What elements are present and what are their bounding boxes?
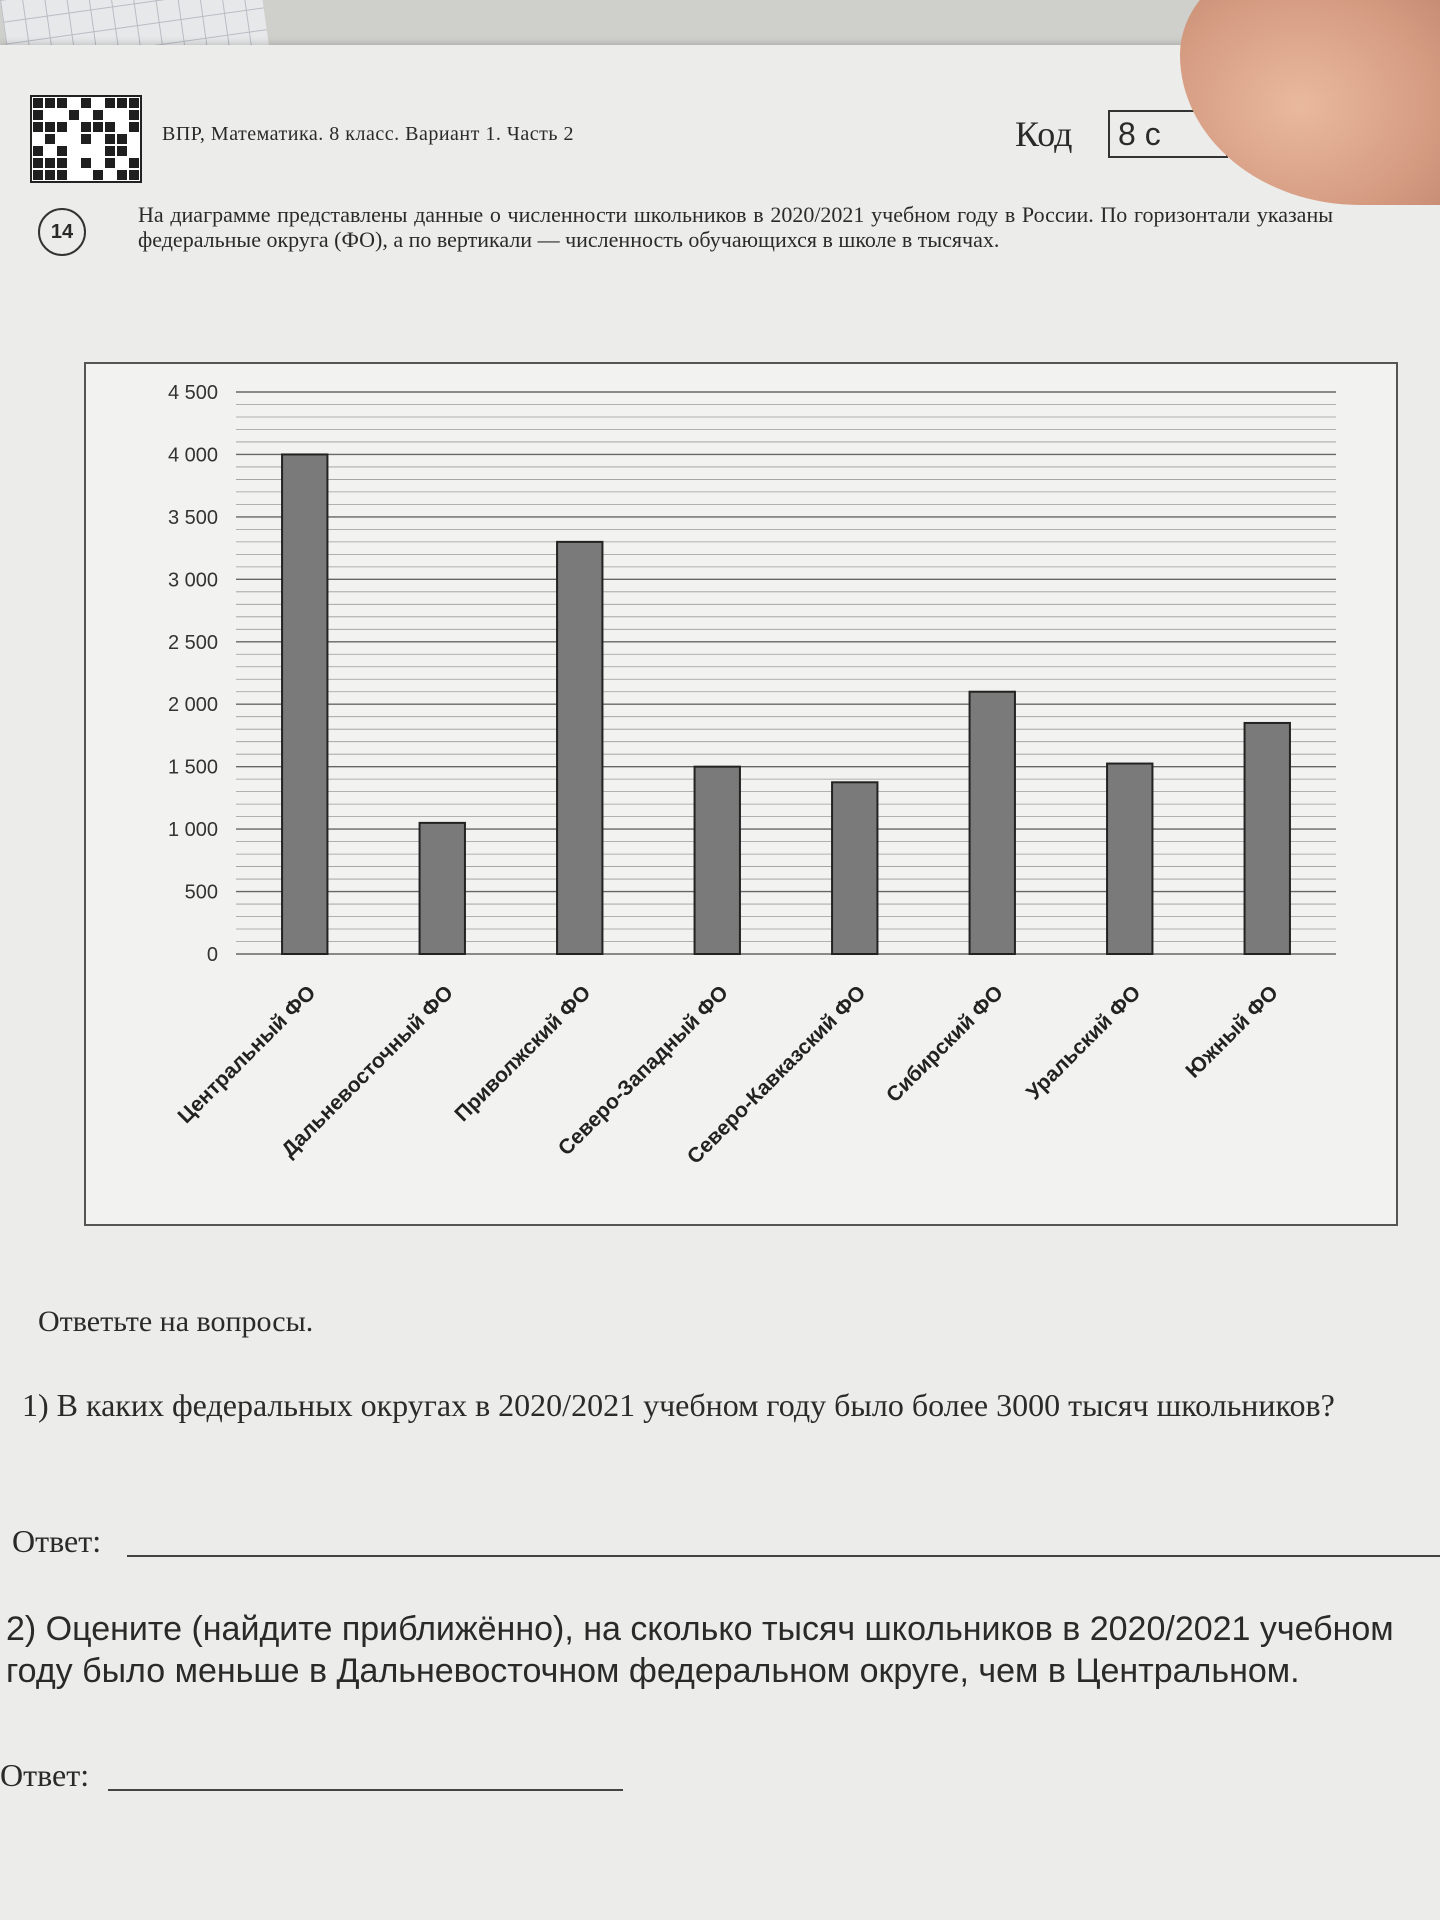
bar <box>1107 764 1152 954</box>
bar <box>282 454 327 954</box>
qr-module <box>129 134 139 144</box>
y-tick-label: 3 000 <box>167 569 218 592</box>
qr-module <box>33 110 43 120</box>
qr-module <box>93 122 103 132</box>
qr-module <box>69 158 79 168</box>
qr-module <box>81 134 91 144</box>
task-description: На диаграмме представлены данные о численности школьников в 2020/2021 учебном году в России. По горизонтали указаны федеральные округа (ФО), а по вертикали — численность обучающихся в школе в тысячах. <box>138 202 1333 252</box>
qr-module <box>33 146 43 156</box>
qr-module <box>105 110 115 120</box>
y-tick-label: 2 000 <box>167 694 218 717</box>
answer-2-field[interactable] <box>108 1789 623 1791</box>
qr-module <box>45 146 55 156</box>
qr-module <box>45 134 55 144</box>
qr-module <box>129 146 139 156</box>
qr-module <box>45 110 55 120</box>
y-tick-label: 1 000 <box>167 819 218 842</box>
qr-module <box>81 170 91 180</box>
answer-1-label: Ответ: <box>12 1523 102 1559</box>
qr-module <box>117 146 127 156</box>
qr-module <box>93 146 103 156</box>
qr-module <box>117 170 127 180</box>
qr-module <box>81 98 91 108</box>
qr-module <box>81 110 91 120</box>
bar-chart <box>86 364 1396 1224</box>
qr-module <box>129 122 139 132</box>
x-category-label: Приволжский ФО <box>450 981 596 1127</box>
qr-module <box>129 170 139 180</box>
qr-module <box>129 158 139 168</box>
qr-module <box>93 98 103 108</box>
qr-module <box>57 170 67 180</box>
qr-module <box>93 134 103 144</box>
qr-module <box>33 170 43 180</box>
bar <box>557 542 602 954</box>
question-1: 1) В каких федеральных округах в 2020/2021 учебном году было более 3000 тысяч школьников? <box>22 1387 1335 1423</box>
qr-module <box>117 98 127 108</box>
qr-module <box>117 110 127 120</box>
qr-module <box>57 110 67 120</box>
x-category-label: Южный ФО <box>1181 981 1283 1083</box>
y-tick-label: 1 500 <box>167 756 218 779</box>
y-tick-label: 4 500 <box>167 382 218 404</box>
y-tick-label: 0 <box>206 944 218 966</box>
qr-module <box>129 110 139 120</box>
qr-module <box>81 122 91 132</box>
qr-module <box>117 122 127 132</box>
qr-module <box>33 98 43 108</box>
answer-1-field[interactable] <box>127 1555 1440 1557</box>
qr-module <box>33 122 43 132</box>
qr-module <box>45 158 55 168</box>
qr-module <box>117 158 127 168</box>
qr-module <box>57 146 67 156</box>
y-tick-label: 3 500 <box>167 506 218 529</box>
bar <box>1245 723 1290 954</box>
qr-module <box>69 110 79 120</box>
qr-module <box>93 110 103 120</box>
bar <box>832 782 877 954</box>
x-category-label: Уральский ФО <box>1022 981 1146 1105</box>
task-number-badge: 14 <box>38 208 86 256</box>
chart-frame <box>84 362 1398 1226</box>
qr-module <box>45 170 55 180</box>
qr-module <box>69 122 79 132</box>
code-label: Код <box>1015 114 1073 154</box>
y-tick-label: 500 <box>184 881 218 904</box>
x-category-label: Северо-Кавказский ФО <box>682 981 871 1169</box>
qr-module <box>105 122 115 132</box>
qr-module <box>93 170 103 180</box>
qr-module <box>105 170 115 180</box>
bar <box>695 767 740 954</box>
qr-module <box>45 122 55 132</box>
answer-1-row <box>12 1523 101 1560</box>
qr-code-icon <box>30 95 142 183</box>
qr-module <box>81 146 91 156</box>
qr-module <box>69 134 79 144</box>
qr-module <box>105 98 115 108</box>
qr-module <box>105 158 115 168</box>
bar <box>970 692 1015 954</box>
bar <box>420 823 465 954</box>
answer-2-row <box>0 1757 89 1794</box>
qr-module <box>57 158 67 168</box>
qr-module <box>129 98 139 108</box>
x-category-label: Дальневосточный ФО <box>277 981 458 1162</box>
qr-module <box>69 98 79 108</box>
header-title: ВПР, Математика. 8 класс. Вариант 1. Часть 2 <box>162 123 574 145</box>
y-tick-label: 4 000 <box>167 444 218 467</box>
question-2: 2) Оцените (найдите приближённо), на сколько тысяч школьников в 2020/2021 учебном году было меньше в Дальневосточном федеральном округе, чем в Центральном. <box>6 1610 1394 1690</box>
x-category-label: Северо-Западный ФО <box>553 981 733 1161</box>
answer-2-label: Ответ: <box>0 1757 90 1793</box>
qr-module <box>69 170 79 180</box>
qr-module <box>57 122 67 132</box>
qr-module <box>69 146 79 156</box>
qr-module <box>105 134 115 144</box>
answer-intro: Ответьте на вопросы. <box>38 1305 314 1338</box>
qr-module <box>33 134 43 144</box>
qr-module <box>105 146 115 156</box>
y-tick-label: 2 500 <box>167 631 218 654</box>
qr-module <box>81 158 91 168</box>
qr-module <box>117 134 127 144</box>
qr-module <box>57 98 67 108</box>
code-field[interactable]: 8 с <box>1108 110 1228 158</box>
qr-module <box>93 158 103 168</box>
qr-module <box>45 98 55 108</box>
qr-module <box>57 134 67 144</box>
x-category-label: Центральный ФО <box>173 981 321 1129</box>
qr-module <box>33 158 43 168</box>
x-category-label: Сибирский ФО <box>881 981 1008 1108</box>
